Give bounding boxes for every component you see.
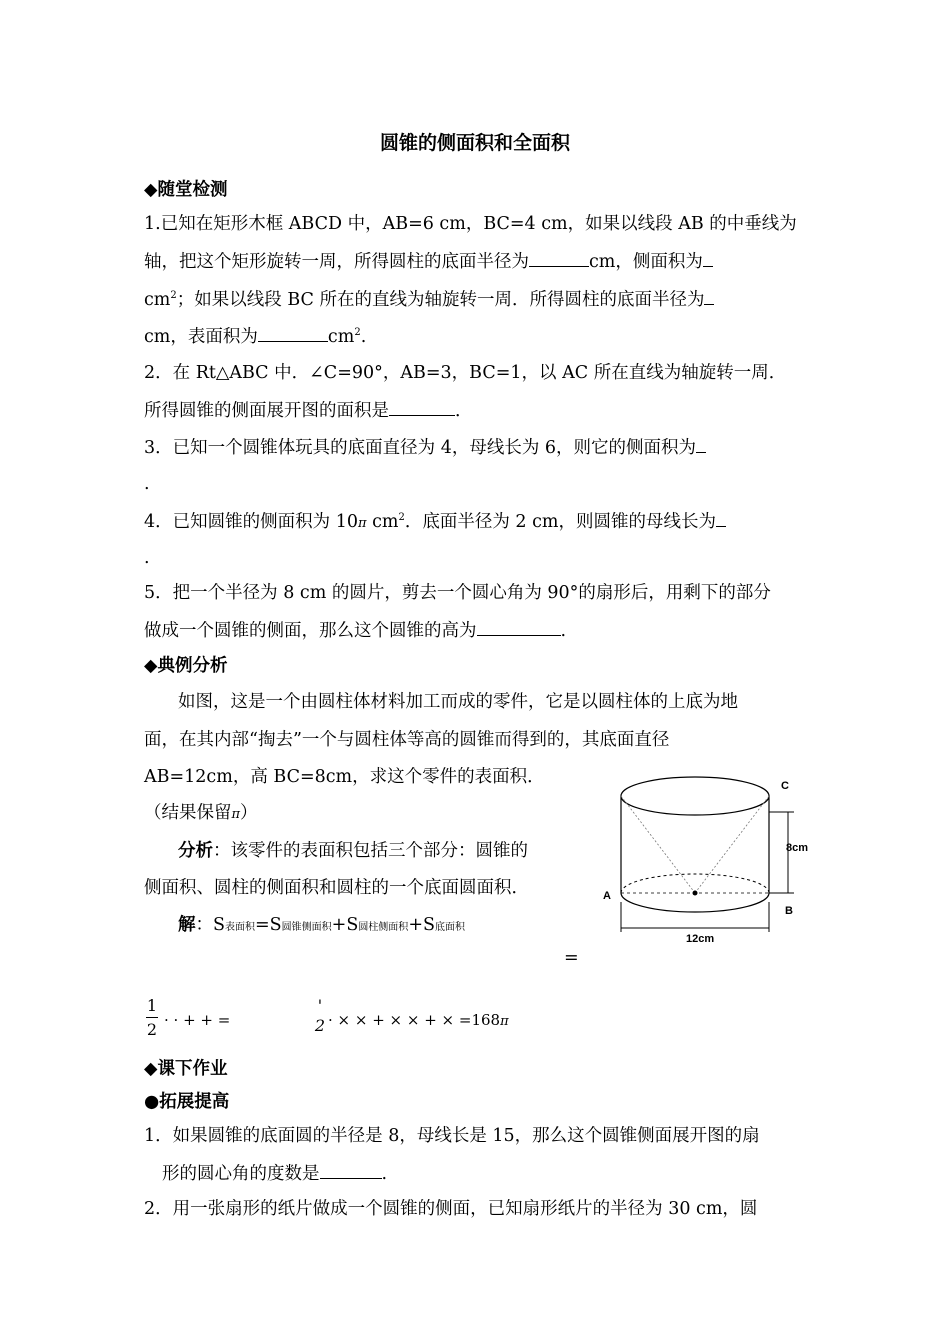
q4-text: 4．已知圆锥的侧面积为 10 [144,512,358,532]
answer-blank[interactable] [389,398,455,416]
q4-text: cm [366,512,399,532]
answer-blank[interactable] [704,287,714,305]
fraction-bar [146,1017,158,1018]
pi-symbol: π [357,516,367,531]
solution-line1 [178,913,465,940]
analysis-line2: 侧面积、圆柱的侧面积和圆柱的一个底面圆面积． [144,878,529,898]
section-practice: ◆随堂检测 [144,180,228,200]
fraction-half [144,996,160,1039]
example-line1: 如图，这是一个由圆柱体材料加工而成的零件，它是以圆柱体的上底为地 [178,692,738,712]
q1-text: cm [327,327,355,347]
center-point [693,891,698,896]
q1-text: ；如果以线段 BC 所在的直线为轴旋转一周．所得圆柱的底面半径为 [176,290,705,310]
section-example: ◆典例分析 [144,656,228,676]
answer-blank[interactable] [529,249,589,267]
q3-text: 3．已知一个圆锥体玩具的底面直径为 4，母线长为 6，则它的侧面积为 [144,438,697,458]
q5-text: . [560,621,567,641]
q1-line2 [144,249,713,274]
hw1-text: . [381,1164,388,1184]
q1-line4 [144,324,366,349]
q1-text: 轴，把这个矩形旋转一周，所得圆柱的底面半径为 [144,252,529,272]
solution-text: =S [255,915,282,935]
superscript: 2 [170,290,177,301]
section-extend: ●拓展提高 [144,1092,230,1112]
analysis-label: 分析 [178,841,213,861]
q1-text: cm [144,290,171,310]
q3-line1 [144,435,706,460]
q1-line1: 1.已知在矩形木框 ABCD 中，AB=6 cm，BC=4 cm，如果以线段 AB 的中垂线为 [144,214,797,234]
answer-blank[interactable] [320,1161,382,1179]
pi-symbol: π [231,807,241,822]
q2-line2 [144,398,473,423]
superscript: 2 [354,327,361,338]
pi-symbol: π [500,1014,509,1029]
q3-line2: . [144,474,150,494]
q2-text: ． [455,401,473,421]
label-width: 12cm [686,933,715,945]
page-title: 圆锥的侧面积和全面积 [379,132,570,154]
solution-label: 解 [178,915,196,935]
hw1-line2 [162,1161,387,1186]
subscript: 底面积 [434,922,465,933]
label-b: B [785,905,793,917]
answer-blank[interactable] [716,509,726,527]
q4-line1 [144,509,726,536]
example-text: （结果保留 [144,803,232,823]
q2-line1: 2．在 Rt△ABC 中．∠C=90°，AB=3，BC=1，以 AC 所在直线为轴旋转一周． [144,363,787,383]
fraction-numerator: ' [317,996,323,1015]
formula-expression-a: · · + + = [164,1011,231,1029]
q1-text: cm，侧面积为 [589,252,703,272]
fraction-numerator: 1 [146,996,158,1015]
hw2-line1: 2．用一张扇形的纸片做成一个圆锥的侧面，已知扇形纸片的半径为 30 cm，圆 [144,1199,758,1219]
bottom-ellipse-front [621,893,769,912]
label-height: 8cm [786,842,809,854]
subscript: 圆柱侧面积 [358,922,409,933]
analysis-line1 [178,839,528,863]
solution-text: +S [408,915,435,935]
solution-text: +S [331,915,359,935]
hw1-line1: 1．如果圆锥的底面圆的半径是 8，母线长是 15，那么这个圆锥侧面展开图的扇 [144,1126,760,1146]
label-a: A [603,890,611,902]
cone-line-right [695,796,769,893]
answer-blank[interactable] [477,618,561,636]
example-line2: 面，在其内部“掏去”一个与圆柱体等高的圆锥而得到的，其底面直径 [144,730,670,750]
figure-drawing [596,772,826,952]
solution-equals: = [564,948,579,968]
cylinder-cone-figure [596,772,826,952]
answer-blank[interactable] [696,435,706,453]
example-line3: AB=12cm，高 BC=8cm，求这个零件的表面积． [144,767,545,787]
solution-text: ：S [195,915,225,935]
fraction-half-2 [312,996,328,1035]
q4-text: ．底面半径为 2 cm，则圆锥的母线长为 [404,512,717,532]
example-line4 [144,801,258,827]
subscript: 表面积 [225,922,255,933]
example-text: ） [240,803,258,823]
q4-line2: . [144,548,150,568]
answer-blank[interactable] [258,324,328,342]
formula-expression-b [328,1008,509,1034]
cone-line-left [621,796,695,893]
q1-text: cm，表面积为 [144,327,258,347]
q1-line3 [144,287,714,312]
subscript: 圆锥侧面积 [281,922,332,933]
fraction-denominator: 2 [146,1020,158,1039]
q2-text: 所得圆锥的侧面展开图的面积是 [144,401,389,421]
section-homework: ◆课下作业 [144,1059,228,1079]
bottom-ellipse-back [621,874,769,893]
hw1-text: 形的圆心角的度数是 [162,1164,320,1184]
answer-blank[interactable] [703,249,713,267]
label-c: C [781,780,789,792]
superscript: 2 [398,512,405,523]
q1-text: . [360,327,367,347]
top-ellipse [621,777,769,815]
formula-text: · × × + × × + × =168 [328,1011,501,1029]
fraction-denominator: 2 [314,1016,326,1035]
q5-line2 [144,618,566,643]
analysis-text: ：该零件的表面积包括三个部分：圆锥的 [213,841,528,861]
q5-line1: 5．把一个半径为 8 cm 的圆片，剪去一个圆心角为 90°的扇形后，用剩下的部分 [144,583,771,603]
q5-text: 做成一个圆锥的侧面，那么这个圆锥的高为 [144,621,477,641]
